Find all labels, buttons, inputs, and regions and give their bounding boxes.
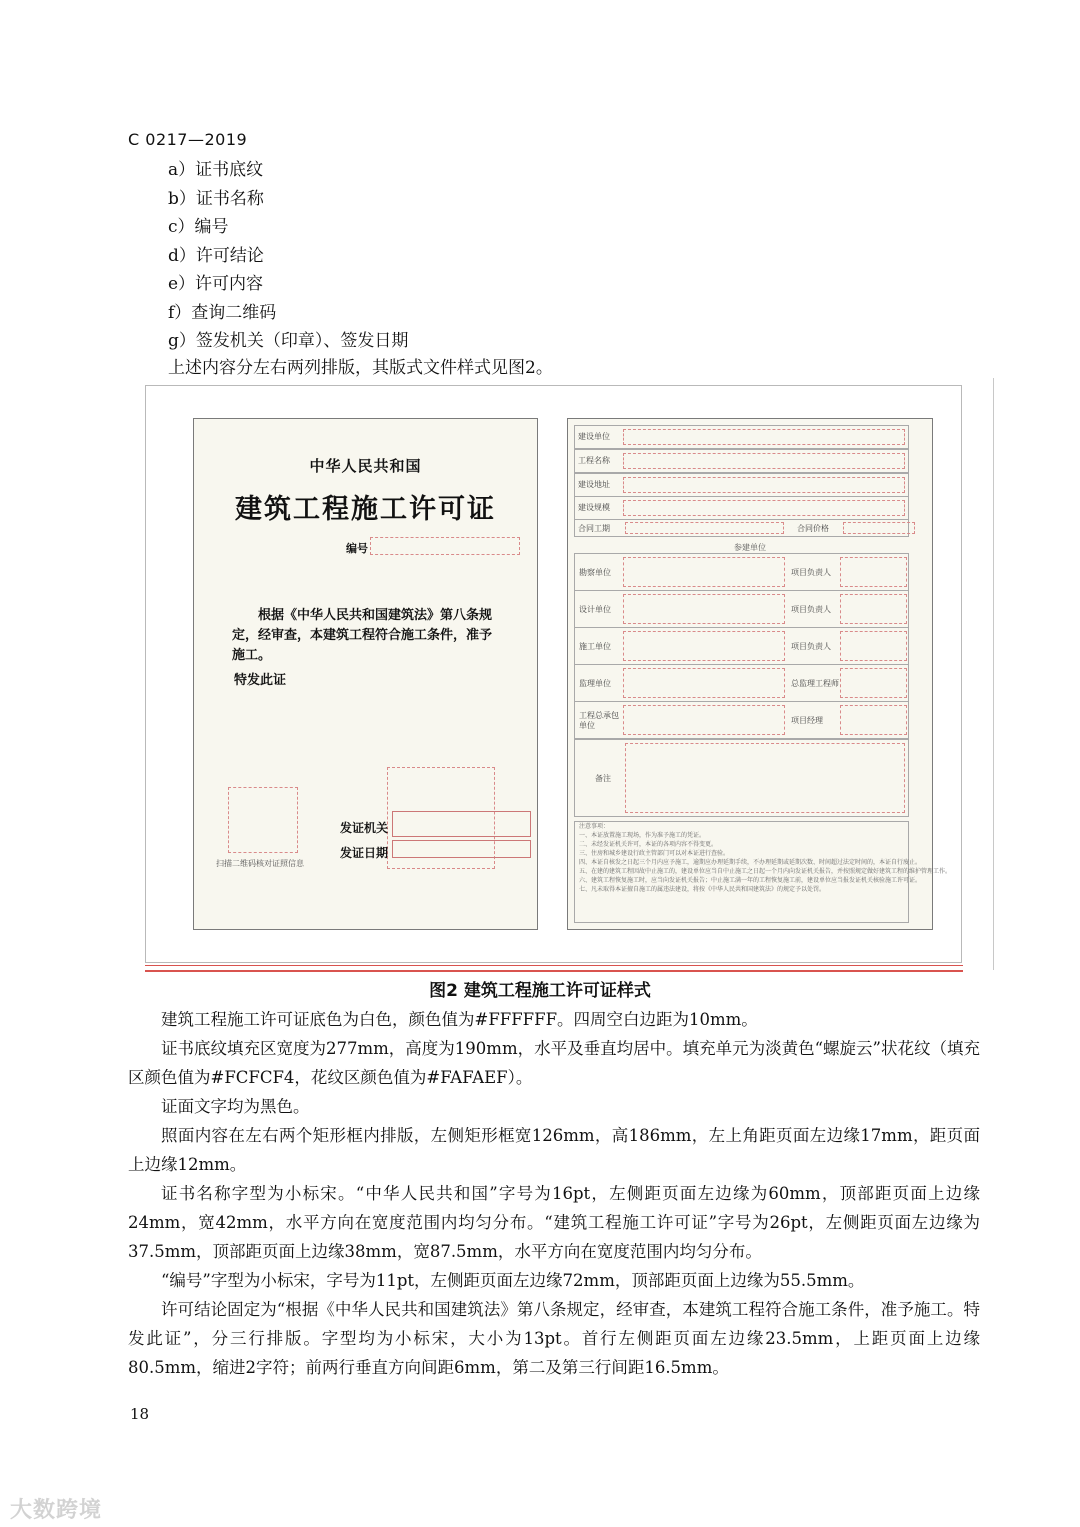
role-box (840, 557, 907, 587)
parties-header: 参建单位 (734, 543, 766, 552)
certificate-left-panel (193, 418, 538, 930)
permit-conclusion: 根据《中华人民共和国建筑法》第八条规定，经审查，本建筑工程符合施工条件，准予施工。 (232, 608, 493, 663)
paragraph: 证面文字均为黑色。 (161, 1097, 310, 1116)
role-label: 项目负责人 (791, 605, 831, 614)
page-number: 18 (130, 1405, 150, 1423)
field-row (574, 425, 909, 449)
note-line: 五、在建的建筑工程因故中止施工的，建设单位应当自中止施工之日起一个月内向发证机关报告，并按照规定做好建筑工程的维护管理工作。 (579, 868, 952, 875)
note-line: 注意事项： (579, 823, 610, 830)
issuer-field (392, 811, 531, 837)
qr-caption: 扫描二维码核对证照信息 (216, 859, 304, 868)
notes-box (574, 821, 952, 923)
issuer-label: 发证机关 (340, 821, 389, 835)
field-row (574, 496, 909, 520)
figure-caption: 图2 建筑工程施工许可证样式 (429, 981, 651, 1001)
note-line: 二、未经发证机关许可，本证的各项内容不得变更。 (579, 841, 718, 848)
list-item: g）签发机关（印章）、签发日期 (168, 331, 409, 351)
table-row (575, 702, 908, 738)
unit-label: 监理单位 (579, 679, 611, 688)
field-row (574, 473, 909, 497)
field-value-box (623, 429, 905, 445)
watermark: 大数跨境 (10, 1498, 103, 1523)
list-item: a）证书底纹 (168, 160, 264, 180)
role-label: 总监理工程师 (791, 679, 839, 688)
issue-date-label: 发证日期 (340, 846, 389, 860)
table-row (575, 665, 908, 702)
field-value-box (623, 477, 905, 493)
role-box (840, 668, 907, 698)
remark-row (574, 739, 909, 817)
unit-box (623, 631, 785, 661)
role-label: 项目负责人 (791, 568, 831, 577)
parties-table (574, 553, 909, 739)
number-field (370, 537, 520, 555)
unit-label: 勘察单位 (579, 568, 611, 577)
paragraph: 证书底纹填充区宽度为277mm，高度为190mm，水平及垂直均居中。填充单元为淡黄色“螺旋云”状花纹（填充区颜色值为#FCFCF4，花纹区颜色值为#FAFAEF）。 (128, 1039, 980, 1087)
contract-period-label: 合同工期 (578, 524, 610, 533)
role-label: 项目经理 (791, 716, 823, 725)
note-line: 四、本证自核发之日起三个月内应予施工，逾期应办理延期手续，不办理延期或延期次数、时间超过法定时间的，本证自行废止。 (579, 859, 922, 866)
remark-label: 备注 (595, 774, 611, 783)
document-number: C 0217—2019 (128, 130, 248, 149)
field-value-box (623, 453, 905, 469)
paragraph: 证书名称字型为小标宋。“中华人民共和国”字号为16pt，左侧距页面左边缘为60mm，顶部距页面上边缘24mm，宽42mm，水平方向在宽度范围内均匀分布。“建筑工程施工许可证”字号为26pt，左侧距页面左边缘为37.5mm，顶部距页面上边缘38mm，宽87.5mm，水平方向在宽度范围内均匀分布。 (128, 1184, 980, 1261)
unit-box (623, 594, 785, 624)
paragraph: 许可结论固定为“根据《中华人民共和国建筑法》第八条规定，经审查，本建筑工程符合施工条件，准予施工。特发此证”，分三行排版。字型均为小标宋，大小为13pt。首行左侧距页面左边缘23.5mm，上距页面上边缘80.5mm，缩进2字符；前两行垂直方向间距6mm，第二及第三行间距16.5mm。 (128, 1300, 980, 1377)
field-label: 建设规模 (578, 503, 610, 512)
table-row (575, 554, 908, 591)
remark-box (625, 743, 905, 813)
unit-label: 工程总承包单位 (579, 711, 619, 730)
contract-period-box (625, 522, 784, 534)
list-item: e）许可内容 (168, 274, 264, 294)
note-line: 六、建筑工程恢复施工时，应当向发证机关报告；中止施工满一年的工程恢复施工前，建设单位应当报发证机关核验施工许可证。 (579, 877, 922, 884)
certificate-country: 中华人民共和国 (309, 457, 422, 475)
content-list (168, 156, 408, 356)
note-line: 三、住房和城乡建设行政主管部门可以对本证进行查验。 (579, 850, 730, 857)
unit-label: 设计单位 (579, 605, 611, 614)
role-box (840, 705, 907, 735)
number-label: 编号 (346, 542, 368, 555)
unit-label: 施工单位 (579, 642, 611, 651)
paragraph: “编号”字型为小标宋，字号为11pt，左侧距页面左边缘72mm，顶部距页面上边缘为55.5mm。 (161, 1271, 865, 1290)
unit-box (623, 557, 785, 587)
contract-row (574, 519, 909, 537)
contract-price-box (843, 522, 915, 534)
note-line: 七、凡未取得本证擅自施工的属违法建设，将按《中华人民共和国建筑法》的规定予以处罚。 (579, 886, 826, 893)
table-row (575, 628, 908, 665)
role-label: 项目负责人 (791, 642, 831, 651)
field-value-box (623, 500, 905, 516)
body-text (128, 1005, 980, 1382)
certificate-right-panel (567, 418, 952, 930)
list-item: f）查询二维码 (168, 302, 277, 323)
certificate-title: 建筑工程施工许可证 (235, 494, 496, 525)
intro-text: 上述内容分左右两列排版，其版式文件样式见图2。 (168, 358, 553, 378)
unit-box (623, 705, 785, 735)
paragraph: 建筑工程施工许可证底色为白色，颜色值为#FFFFFF。四周空白边距为10mm。 (161, 1010, 758, 1029)
special-issue-text: 特发此证 (234, 673, 287, 688)
qr-code-placeholder (228, 787, 298, 853)
unit-box (623, 668, 785, 698)
field-row (574, 449, 909, 473)
field-label: 工程名称 (578, 456, 610, 465)
role-box (840, 631, 907, 661)
contract-price-label: 合同价格 (797, 524, 829, 533)
note-line: 一、本证放置施工现场，作为准予施工的凭证。 (579, 832, 706, 839)
issue-date-field (392, 840, 531, 858)
paragraph: 照面内容在左右两个矩形框内排版，左侧矩形框宽126mm，高186mm，左上角距页面左边缘17mm，距页面上边缘12mm。 (128, 1126, 980, 1174)
list-item: d）许可结论 (168, 245, 264, 266)
list-item: b）证书名称 (168, 188, 264, 209)
list-item: c）编号 (168, 217, 229, 237)
figure-underline (145, 965, 963, 972)
role-box (840, 594, 907, 624)
table-row (575, 591, 908, 628)
field-label: 建设单位 (578, 432, 610, 441)
field-label: 建设地址 (578, 480, 610, 489)
figure-divider (993, 378, 994, 970)
